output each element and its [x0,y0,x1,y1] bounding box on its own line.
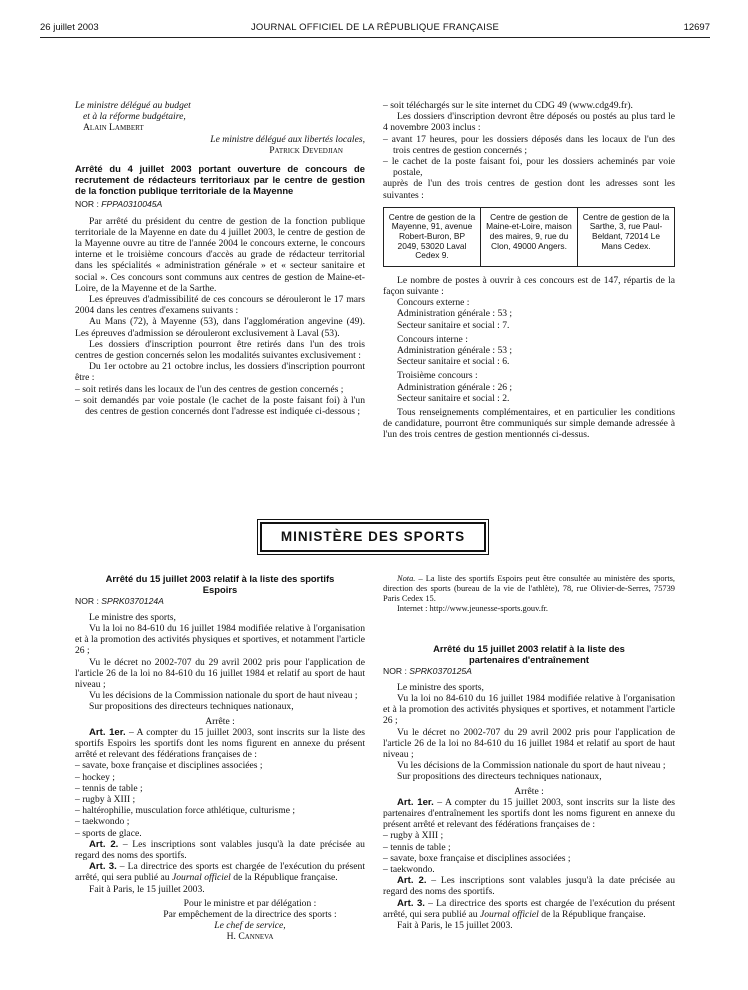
nota-text: – La liste des sportifs Espoirs peut être consultée au ministère des sports, direction des sports (bureau de la vie de l'athlète), 78, rue Olivier-de-Serres, 75739 Paris Cedex 15. [383,574,676,603]
paragraph: Au Mans (72), à Mayenne (53), dans l'agglomération angevine (49). Les épreuves d'admission se dérouleront exclusivement à Laval (53). [75,316,365,339]
signature-line: Le ministre délégué aux libertés locales, [210,133,365,145]
paragraph: Les épreuves d'admissibilité de ces concours se dérouleront le 17 mars 2004 dans les centres d'examens suivants : [75,294,365,317]
nor-reference [75,596,365,607]
paragraph: Par arrêté du président du centre de gestion de la fonction publique territoriale de la Mayenne en date du 4 juillet 2003, le centre de gestion de la Mayenne ouvre au titre de l'année 2004 le concours externe, le concours interne et le troisième concours d'accès au grade de rédacteur territorial dans les spécialités « administration générale » et « secteur sanitaire et social ». Ces concours sont communs aux centres de gestion de Maine-et-Loire, de la Mayenne et de la Sarthe. [75,215,365,294]
header-journal-title: JOURNAL OFFICIEL DE LA RÉPUBLIQUE FRANÇAISE [250,22,500,33]
centre-cell: Centre de gestion de la Sarthe, 3, rue Paul-Beldant, 72014 Le Mans Cedex. [578,207,675,266]
repartition-item: Administration générale : 53 ; [397,345,513,357]
article-text: – La directrice des sports est chargée de l'exécution du présent arrêté, qui sera publié au [75,861,365,884]
article-text: – Les inscriptions sont valables jusqu'à la date précisée au regard des noms des sportifs. [383,875,675,898]
list-item: – tennis de table ; [75,782,143,794]
list-item: – savate, boxe française et disciplines associées ; [383,852,571,864]
article-label: Art. 3. [89,861,117,873]
signature-line: et à la réforme budgétaire, [83,111,186,123]
paragraph: Le ministre des sports, [89,611,176,623]
paragraph: Vu la loi no 84-610 du 16 juillet 1984 modifiée relative à l'organisation et à la promotion des activités physiques et sportives, et notamment l'article 26 ; [75,623,366,657]
list-item: – sports de glace. [75,827,142,839]
article-1 [383,797,675,831]
article-text: de la République française. [541,908,646,920]
left-column-bottom [75,574,365,943]
list-item: – rugby à XIII ; [383,830,444,842]
list-item: – taekwondo. [383,864,435,876]
article-text: – Les inscriptions sont valables jusqu'à la date précisée au regard des noms des sportifs. [75,838,365,862]
list-item: – soit téléchargés sur le site internet du CDG 49 (www.cdg49.fr). [383,100,633,111]
arrete-label: Arrête : [514,785,544,797]
nor-label: NOR : [383,665,407,676]
paragraph: Du 1er octobre au 21 octobre inclus, les dossiers d'inscription pourront être : [75,361,365,384]
signature-line: Le chef de service, [214,920,286,932]
arrete-label: Arrête : [205,715,235,727]
nor-label: NOR : [75,595,99,606]
left-column-top [75,100,365,417]
nor-label: NOR : [75,199,99,210]
page-header [40,22,710,36]
article-text: – A compter du 15 juillet 2003, sont inscrits sur la liste des partenaires d'entraînement les sportifs dont les noms figurent en annexe du présent arrêté et relevant des fédérations françaises de : [383,796,675,831]
nor-reference [75,199,365,210]
article-text: – A compter du 15 juillet 2003, sont inscrits sur la liste des sportifs Espoirs les sportifs dont les noms figurent en annexe du présent arrêté et relevant des fédérations françaises de : [75,726,365,761]
article-2 [383,875,675,897]
repartition-item: Secteur sanitaire et social : 6. [397,356,510,368]
list-item: – le cachet de la poste faisant foi, pour les dossiers acheminés par voie postale, [383,156,675,179]
list-item: – soit retirés dans les locaux de l'un des centres de gestion concernés ; [75,383,344,395]
article-label: Art. 3. [397,897,425,909]
signature-name: H. Canneva [226,931,274,943]
list-item: – taekwondo ; [75,816,130,828]
article-label: Art. 1er. [397,796,434,808]
fait-a-paris: Fait à Paris, le 15 juillet 2003. [89,883,205,895]
centres-table [383,207,675,267]
nor-code: FPPA0310045A [101,199,163,210]
paragraph: Le ministre des sports, [397,681,484,693]
list-item: – savate, boxe française et disciplines associées ; [75,760,263,772]
article-label: Art. 2. [89,838,119,850]
article-3 [383,898,675,920]
arrete-title: Arrêté du 15 juillet 2003 relatif à la liste des sportifs Espoirs [105,573,335,595]
list-item: – haltérophilie, musculation force athlétique, culturisme ; [75,805,296,817]
paragraph: auprès de l'un des trois centres de gestion dont les adresses sont les suivantes : [383,178,675,201]
article-text-italic: Journal officiel [479,908,539,920]
nota-internet: Internet : http://www.jeunesse-sports.gouv.fr. [397,604,549,613]
header-rule [40,37,710,38]
ministry-banner: MINISTÈRE DES SPORTS [260,522,486,552]
list-item: – rugby à XIII ; [75,794,136,806]
header-page-number: 12697 [683,22,710,33]
repartition-item: Administration générale : 53 ; [397,308,513,320]
article-1 [75,727,365,761]
signature-line: Le ministre délégué au budget [75,100,191,111]
article-2 [75,839,365,861]
signature-name: Alain Lambert [83,122,144,134]
paragraph: Le nombre de postes à ouvrir à ces concours est de 147, répartis de la façon suivante : [383,274,675,297]
repartition-item: Administration générale : 26 ; [397,381,513,393]
repartition-item: Concours externe : [397,297,470,309]
list-item: – tennis de table ; [383,841,451,853]
repartition-item: Concours interne : [397,333,468,345]
paragraph: Tous renseignements complémentaires, et en particulier les conditions de candidature, pourront être communiqués sur simple demande adressée à l'un des trois centres de gestion mentionnés ci-dessus. [383,407,675,441]
article-label: Art. 2. [397,875,427,887]
header-date: 26 juillet 2003 [40,22,99,33]
paragraph: Vu le décret no 2002-707 du 29 avril 2002 pris pour l'application de l'article 26 de la loi no 84-610 du 16 juillet 1984 et relatif au sport de haut niveau ; [75,656,365,691]
repartition-item: Secteur sanitaire et social : 7. [397,319,510,331]
paragraph: Vu la loi no 84-610 du 16 juillet 1984 modifiée relative à l'organisation et à la promotion des activités physiques et sportives, et notamment l'article 26 ; [383,693,675,727]
nota-label: Nota. [397,574,416,583]
right-column-bottom [383,574,675,931]
list-item: – avant 17 heures, pour les dossiers déposés dans les locaux de l'un des trois centres de gestion concernés ; [383,133,675,156]
nor-code: SPRK0370125A [409,665,472,676]
repartition-item: Secteur sanitaire et social : 2. [397,392,510,404]
paragraph: Les dossiers d'inscription devront être déposés ou postés au plus tard le 4 novembre 2003 inclus : [383,111,675,134]
centre-cell: Centre de gestion de la Mayenne, 91, avenue Robert-Buron, BP 2049, 53020 Laval Cedex 9. [384,207,481,266]
paragraph: Sur propositions des directeurs techniques nationaux, [89,701,294,713]
list-item: – soit demandés par voie postale (le cachet de la poste faisant foi) à l'un des centres de gestion concernés dont l'adresse est indiquée ci-dessous ; [75,394,365,418]
article-text: de la République française. [233,872,338,884]
list-item: – hockey ; [75,771,115,783]
signature-line: Pour le ministre et par délégation : [183,897,317,909]
paragraph: Sur propositions des directeurs techniques nationaux, [397,771,602,783]
nota [383,574,675,604]
arrete-title: Arrêté du 15 juillet 2003 relatif à la liste des partenaires d'entraînement [433,643,625,665]
fait-a-paris: Fait à Paris, le 15 juillet 2003. [397,920,513,932]
article-text: – La directrice des sports est chargée de l'exécution du présent arrêté, qui sera publié au [383,897,675,920]
paragraph: Vu les décisions de la Commission nationale du sport de haut niveau ; [89,690,358,702]
article-text-italic: Journal officiel [171,872,231,884]
right-column-top [383,100,675,441]
nor-reference [383,666,675,677]
paragraph: Vu les décisions de la Commission nationale du sport de haut niveau ; [397,760,666,772]
arrete-title: Arrêté du 4 juillet 2003 portant ouverture de concours de recrutement de rédacteurs territoriaux par le centre de gestion de la fonction publique territoriale de la Mayenne [75,163,365,196]
article-label: Art. 1er. [89,726,126,738]
nor-code: SPRK0370124A [101,595,164,606]
paragraph: Les dossiers d'inscription pourront être retirés dans l'un des trois centres de gestion concernés selon les modalités suivantes exclusivement : [75,338,365,362]
paragraph: Vu le décret no 2002-707 du 29 avril 2002 pris pour l'application de l'article 26 de la loi no 84-610 du 16 juillet 1984 et relatif au sport de haut niveau ; [383,726,675,761]
signature-line: Par empêchement de la directrice des sports : [163,909,337,921]
signature-name: Patrick Devedjian [269,144,343,156]
repartition-item: Troisième concours : [397,370,478,382]
article-3 [75,861,365,883]
centre-cell: Centre de gestion de Maine-et-Loire, maison des maires, 9, rue du Clon, 49000 Angers. [481,207,578,266]
